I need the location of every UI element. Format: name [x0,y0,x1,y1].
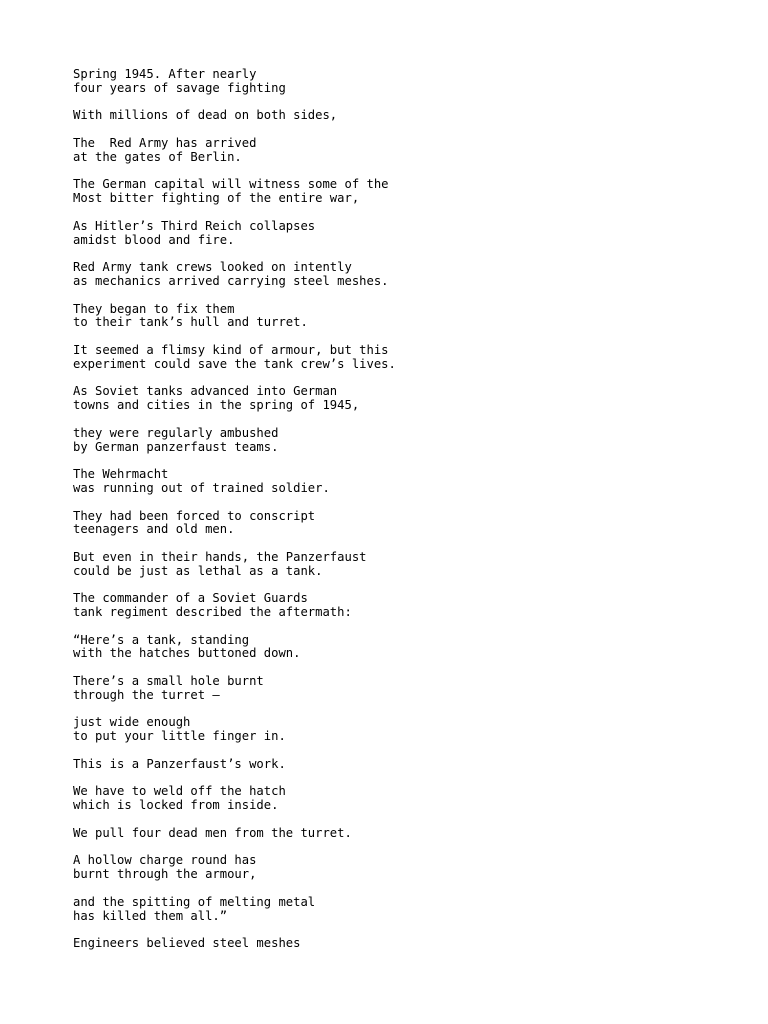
text-line: They began to fix them [73,301,235,316]
text-line: burnt through the armour, [73,867,257,882]
text-line: As Soviet tanks advanced into German [73,384,338,399]
paragraph [73,344,733,372]
paragraph [73,827,733,841]
paragraph [73,385,733,413]
paragraph [73,261,733,289]
text-line: with the hatches buttoned down. [73,646,301,661]
paragraph [73,785,733,813]
text-line: With millions of dead on both sides, [73,108,338,123]
text-line: has killed them all.” [73,908,228,923]
text-line: teenagers and old men. [73,522,235,537]
text-line: There’s a small hole burnt [73,674,264,689]
text-line: We pull four dead men from the turret. [73,825,352,840]
paragraph [73,716,733,744]
text-line: Most bitter fighting of the entire war, [73,191,360,206]
text-line: The Wehrmacht [73,467,169,482]
text-line: just wide enough [73,715,191,730]
text-line: to their tank’s hull and turret. [73,315,308,330]
paragraph [73,758,733,772]
paragraph [73,551,733,579]
paragraph [73,137,733,165]
text-line: amidst blood and fire. [73,232,235,247]
text-line: through the turret — [73,687,220,702]
text-line: Engineers believed steel meshes [73,936,301,951]
text-line: But even in their hands, the Panzerfaust [73,549,367,564]
text-line: they were regularly ambushed [73,425,279,440]
text-line: which is locked from inside. [73,798,279,813]
text-line: could be just as lethal as a tank. [73,563,323,578]
text-line: as mechanics arrived carrying steel meshes. [73,273,389,288]
text-line: at the gates of Berlin. [73,149,242,164]
paragraph [73,427,733,455]
text-line: experiment could save the tank crew’s lives. [73,356,396,371]
text-line: was running out of trained soldier. [73,480,330,495]
paragraph [73,592,733,620]
paragraph [73,854,733,882]
text-line: The commander of a Soviet Guards [73,591,308,606]
text-line: tank regiment described the aftermath: [73,605,352,620]
paragraph [73,937,733,951]
paragraph [73,510,733,538]
text-line: towns and cities in the spring of 1945, [73,398,360,413]
paragraph [73,896,733,924]
paragraph [73,675,733,703]
text-line: The Red Army has arrived [73,135,257,150]
paragraph [73,68,733,96]
text-line: It seemed a flimsy kind of armour, but this [73,342,389,357]
paragraph [73,178,733,206]
text-line: They had been forced to conscript [73,508,316,523]
text-line: The German capital will witness some of the [73,177,389,192]
text-line: We have to weld off the hatch [73,784,286,799]
text-line: and the spitting of melting metal [73,894,316,909]
text-line: by German panzerfaust teams. [73,439,279,454]
text-line: Red Army tank crews looked on intently [73,260,352,275]
text-line: A hollow charge round has [73,853,257,868]
paragraph [73,303,733,331]
text-line: to put your little finger in. [73,729,286,744]
paragraph [73,109,733,123]
text-line: “Here’s a tank, standing [73,632,250,647]
paragraph [73,468,733,496]
text-line: As Hitler’s Third Reich collapses [73,218,316,233]
document-body [73,68,733,965]
paragraph [73,634,733,662]
text-line: This is a Panzerfaust’s work. [73,756,286,771]
paragraph [73,220,733,248]
text-line: four years of savage fighting [73,80,286,95]
text-line: Spring 1945. After nearly [73,67,257,81]
